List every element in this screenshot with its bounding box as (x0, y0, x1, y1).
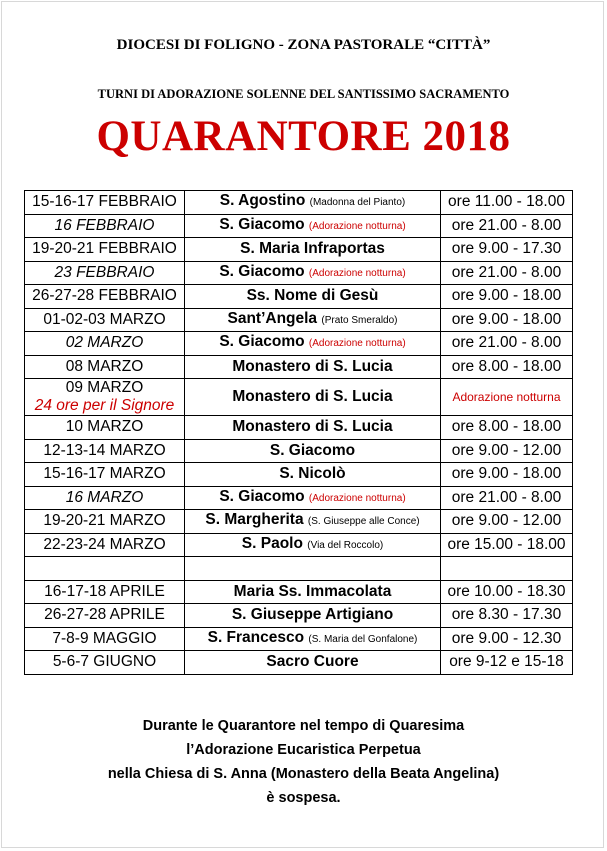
location-note: (Prato Smeraldo) (321, 314, 398, 326)
date-cell: 12-13-14 MARZO (25, 439, 185, 463)
time-cell: ore 9.00 - 17.30 (441, 238, 573, 262)
place-cell (185, 627, 441, 651)
time-cell: ore 9.00 - 12.00 (441, 439, 573, 463)
date-cell: 26-27-28 FEBBRAIO (25, 285, 185, 309)
church-name: Maria Ss. Immacolata (233, 582, 392, 600)
date-cell: 15-16-17 FEBBRAIO (25, 191, 185, 215)
time-cell: ore 21.00 - 8.00 (441, 486, 573, 510)
date-cell: 16 FEBBRAIO (25, 214, 185, 238)
place-cell (185, 510, 441, 534)
night-adoration-note: (Adorazione notturna) (308, 220, 406, 232)
place-cell (185, 416, 441, 440)
place-cell (185, 214, 441, 238)
table-row (25, 416, 573, 440)
event-subtitle: 24 ore per il Signore (34, 397, 175, 414)
table-row (25, 308, 573, 332)
church-name: S. Paolo (241, 534, 303, 552)
table-row (25, 604, 573, 628)
night-adoration-note: (Adorazione notturna) (308, 338, 406, 350)
time-cell: ore 8.00 - 18.00 (441, 416, 573, 440)
table-row (25, 439, 573, 463)
time-cell: ore 21.00 - 8.00 (441, 214, 573, 238)
church-name: S. Giacomo (219, 262, 305, 280)
table-row (25, 379, 573, 416)
table-row (25, 627, 573, 651)
church-name: S. Giacomo (219, 487, 305, 505)
page-title: QUARANTORE 2018 (96, 113, 511, 160)
time-cell: ore 21.00 - 8.00 (441, 261, 573, 285)
date-cell: 15-16-17 MARZO (25, 463, 185, 487)
time-cell: ore 8.00 - 18.00 (441, 355, 573, 379)
table-row (25, 651, 573, 675)
time-cell: ore 9.00 - 12.30 (441, 627, 573, 651)
table-row (25, 214, 573, 238)
date-text: 09 MARZO (65, 379, 144, 396)
table-row (25, 285, 573, 309)
church-name: Sant’Angela (227, 309, 318, 327)
church-name: S. Giacomo (219, 215, 305, 233)
table-row (25, 463, 573, 487)
place-cell (185, 238, 441, 262)
time-cell: ore 11.00 - 18.00 (441, 191, 573, 215)
church-name: Monastero di S. Lucia (232, 418, 393, 436)
table-row (25, 238, 573, 262)
table-row-empty (25, 557, 573, 581)
footer-notice (0, 714, 607, 810)
church-name: S. Francesco (207, 628, 305, 646)
time-cell: ore 10.00 - 18.30 (441, 580, 573, 604)
place-cell (185, 261, 441, 285)
footer-line: l’Adorazione Eucaristica Perpetua (186, 742, 421, 758)
place-cell (185, 285, 441, 309)
place-cell (185, 355, 441, 379)
table-row (25, 486, 573, 510)
schedule-table (24, 190, 573, 675)
place-cell (185, 379, 441, 416)
time-cell: ore 21.00 - 8.00 (441, 332, 573, 356)
church-name: S. Giacomo (269, 441, 356, 459)
table-row (25, 580, 573, 604)
date-cell: 16-17-18 APRILE (25, 580, 185, 604)
time-cell: ore 9-12 e 15-18 (441, 651, 573, 675)
time-cell: ore 15.00 - 18.00 (441, 533, 573, 557)
location-note: (Via del Roccolo) (307, 539, 384, 551)
table-row (25, 261, 573, 285)
date-cell: 23 FEBBRAIO (25, 261, 185, 285)
place-cell (185, 486, 441, 510)
date-cell: 19-20-21 MARZO (25, 510, 185, 534)
place-cell (185, 191, 441, 215)
place-cell (185, 439, 441, 463)
place-cell (185, 604, 441, 628)
table-row (25, 355, 573, 379)
time-cell: ore 8.30 - 17.30 (441, 604, 573, 628)
church-name: S. Agostino (219, 192, 306, 210)
night-adoration-note: (Adorazione notturna) (308, 492, 406, 504)
diocese-heading: DIOCESI DI FOLIGNO - ZONA PASTORALE “CITTÀ” (116, 37, 491, 53)
time-cell (441, 557, 573, 581)
date-cell: 16 MARZO (25, 486, 185, 510)
subtitle-heading: TURNI DI ADORAZIONE SOLENNE DEL SANTISSIMO SACRAMENTO (97, 87, 510, 101)
location-note: (Madonna del Pianto) (309, 197, 406, 209)
date-cell: 08 MARZO (25, 355, 185, 379)
time-cell: ore 9.00 - 18.00 (441, 285, 573, 309)
time-cell: Adorazione notturna (441, 379, 573, 416)
place-cell (185, 557, 441, 581)
date-cell: 5-6-7 GIUGNO (25, 651, 185, 675)
night-adoration-note: (Adorazione notturna) (308, 267, 406, 279)
date-cell: 02 MARZO (25, 332, 185, 356)
table-row (25, 332, 573, 356)
church-name: S. Margherita (205, 511, 304, 529)
place-cell (185, 463, 441, 487)
table-row (25, 191, 573, 215)
time-cell: ore 9.00 - 18.00 (441, 463, 573, 487)
footer-line: Durante le Quarantore nel tempo di Quaresima (142, 718, 465, 734)
church-name: Monastero di S. Lucia (232, 388, 393, 405)
date-cell: 26-27-28 APRILE (25, 604, 185, 628)
date-cell (25, 379, 185, 416)
date-cell: 7-8-9 MAGGIO (25, 627, 185, 651)
location-note: (S. Giuseppe alle Conce) (307, 516, 420, 528)
church-name: Ss. Nome di Gesù (246, 287, 379, 305)
date-cell: 22-23-24 MARZO (25, 533, 185, 557)
date-cell: 10 MARZO (25, 416, 185, 440)
place-cell (185, 308, 441, 332)
table-row (25, 510, 573, 534)
footer-line: è sospesa. (266, 790, 341, 806)
date-cell (25, 557, 185, 581)
table-row (25, 533, 573, 557)
time-cell: ore 9.00 - 12.00 (441, 510, 573, 534)
church-name: Monastero di S. Lucia (232, 357, 393, 375)
place-cell (185, 533, 441, 557)
location-note: (S. Maria del Gonfalone) (308, 633, 418, 645)
date-cell: 01-02-03 MARZO (25, 308, 185, 332)
place-cell (185, 332, 441, 356)
date-cell: 19-20-21 FEBBRAIO (25, 238, 185, 262)
church-name: Sacro Cuore (266, 653, 359, 671)
church-name: S. Giacomo (219, 333, 305, 351)
footer-line: nella Chiesa di S. Anna (Monastero della Beata Angelina) (107, 766, 500, 782)
place-cell (185, 580, 441, 604)
church-name: S. Nicolò (279, 465, 346, 483)
church-name: S. Giuseppe Artigiano (231, 606, 394, 624)
time-cell: ore 9.00 - 18.00 (441, 308, 573, 332)
place-cell (185, 651, 441, 675)
church-name: S. Maria Infraportas (240, 240, 385, 258)
